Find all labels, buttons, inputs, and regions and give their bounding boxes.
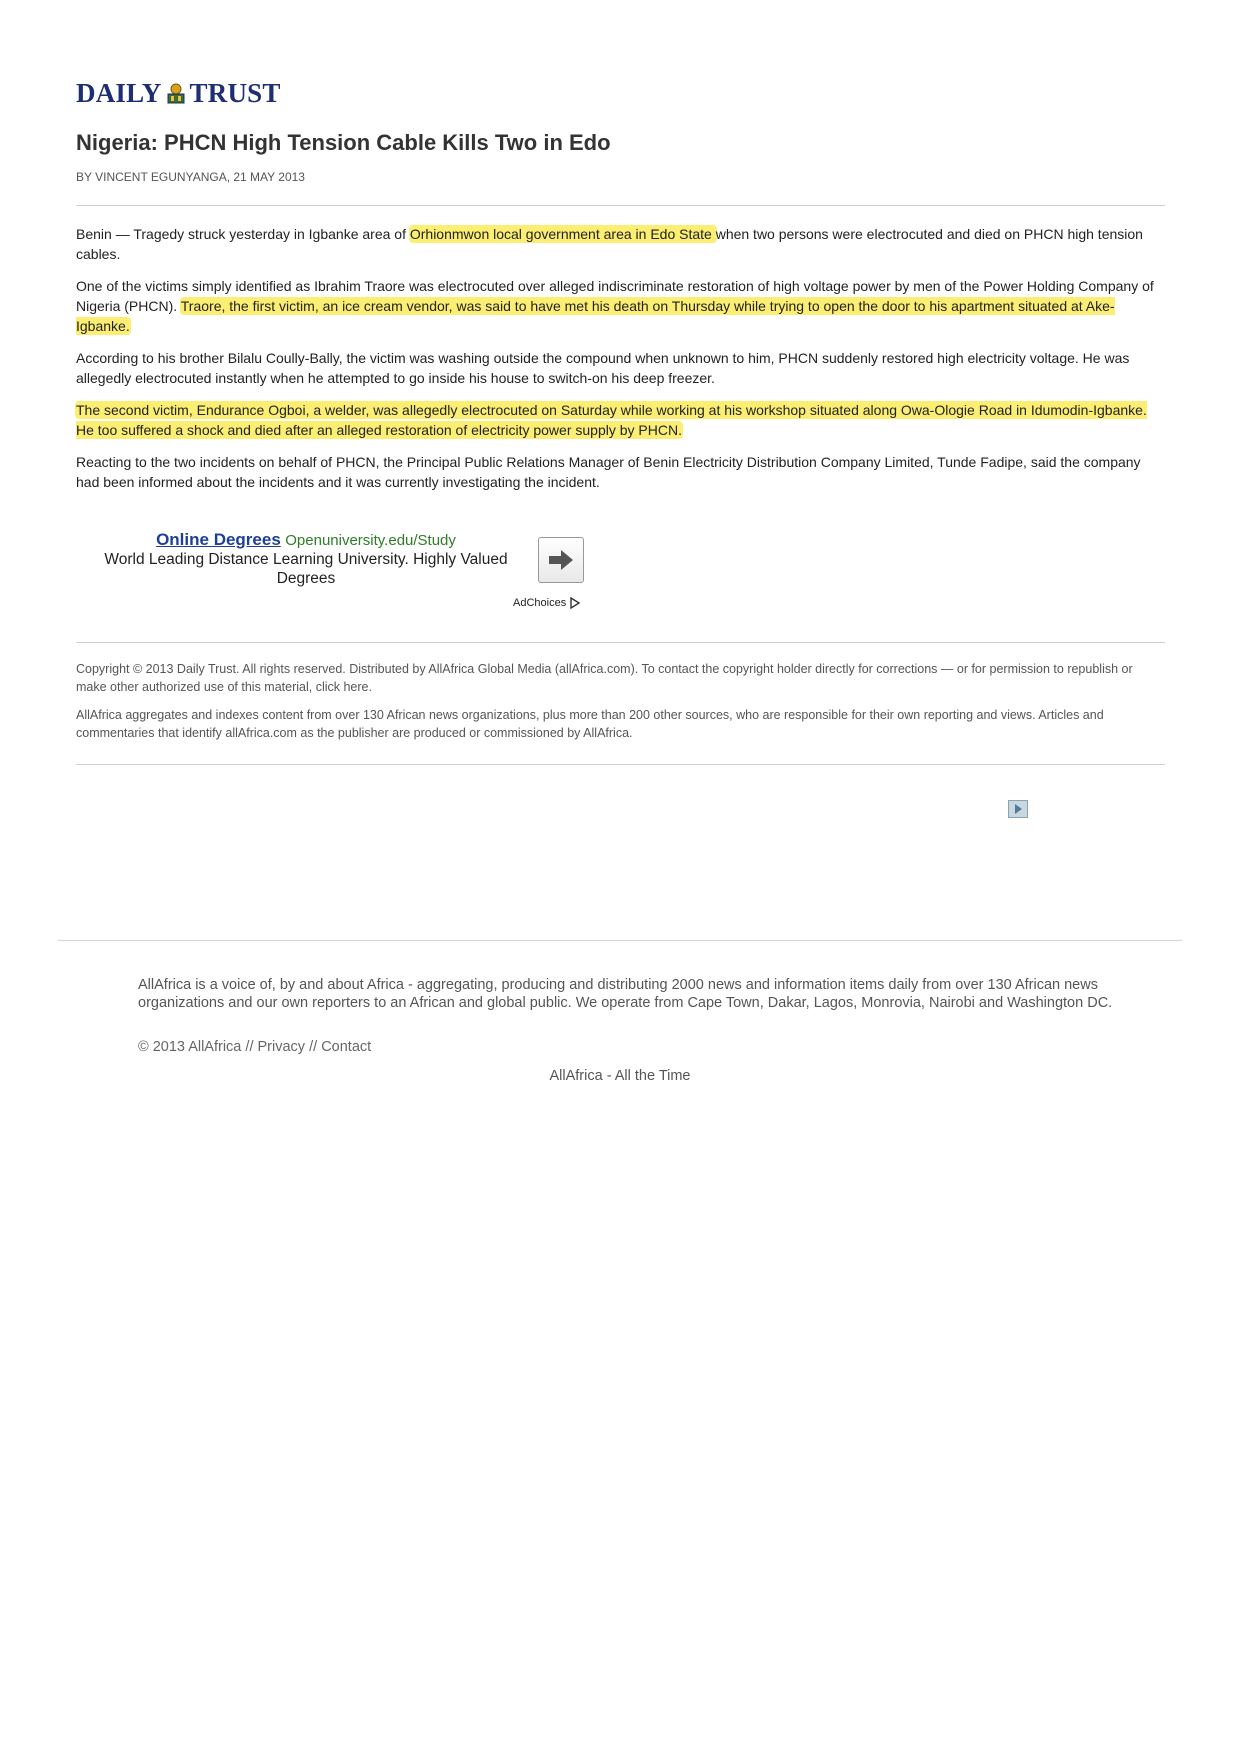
separator: // xyxy=(241,1039,258,1055)
article-body xyxy=(76,224,1165,504)
adchoices-icon xyxy=(569,597,581,609)
paragraph: Reacting to the two incidents on behalf of PHCN, the Principal Public Relations Manager of Benin Electricity Distribution Company Limited, Tunde Fadipe, said the company had been informed about the incidents and it was currently investigating the incident. xyxy=(76,454,1141,490)
adchoices-label: AdChoices xyxy=(513,597,567,609)
highlighted-text: Traore, the first victim, an ice cream vendor, was said to have met his death on Thursday while trying to open the door to his apartment situated at Ake-Igbanke. xyxy=(76,298,1115,334)
article-byline: BY VINCENT EGUNYANGA, 21 MAY 2013 xyxy=(76,170,305,184)
footer-links xyxy=(138,1038,1138,1056)
highlighted-text: Orhionmwon local government area in Edo State xyxy=(409,226,716,242)
paragraph xyxy=(76,224,1165,264)
logo-text-left: DAILY xyxy=(76,78,162,108)
separator: // xyxy=(305,1039,322,1055)
arrow-right-icon xyxy=(547,548,575,572)
aggregation-notice: AllAfrica aggregates and indexes content from over 130 African news organizations, plus more than 200 other sources, who are responsible for their own reporting and views. Articles and commentaries that identify allAfrica.com as the publisher are produced or commissioned by AllAfrica. xyxy=(76,708,1104,740)
logo-text-right: TRUST xyxy=(189,78,281,108)
highlighted-text: The second victim, Endurance Ogboi, a welder, was allegedly electrocuted on Saturday while working at his workshop situated along Owa-Ologie Road in Idumodin-Igbanke. He too suffered a shock and died after an alleged restoration of electricity power supply by PHCN. xyxy=(76,402,1147,438)
contact-link[interactable]: Contact xyxy=(321,1039,372,1055)
adchoices-link[interactable] xyxy=(513,597,581,609)
about-allafrica: AllAfrica is a voice of, by and about Africa - aggregating, producing and distributing 2000 news and information items daily from over 130 African news organizations and our own reporters to an African and global public. We operate from Cape Town, Dakar, Lagos, Monrovia, Nairobi and Washington DC. xyxy=(138,977,1113,1011)
ad-description: World Leading Distance Learning University. Highly Valued Degrees xyxy=(104,551,508,587)
paragraph-text: Benin — Tragedy struck yesterday in Igbanke area of xyxy=(76,226,410,242)
privacy-link[interactable]: Privacy xyxy=(257,1039,306,1055)
paragraph-text: when two persons were electrocuted and died on PHCN high tension cables. xyxy=(76,226,1143,262)
divider xyxy=(76,764,1165,765)
copyright-notice xyxy=(76,660,1166,752)
paragraph xyxy=(76,276,1165,336)
paragraph xyxy=(76,400,1165,440)
paragraph-text: One of the victims simply identified as Ibrahim Traore was electrocuted over alleged indiscriminate restoration of high voltage power by men of the Power Holding Company of Nigeria (PHCN). xyxy=(76,278,1154,314)
daily-trust-logo[interactable] xyxy=(76,78,281,109)
ad-badge-icon[interactable] xyxy=(1008,800,1028,818)
footer-copyright: © 2013 AllAfrica xyxy=(138,1039,242,1055)
ad-go-button[interactable] xyxy=(538,537,584,583)
logo-emblem-icon xyxy=(164,82,188,106)
site-footer xyxy=(138,976,1138,1056)
divider xyxy=(76,642,1165,643)
ad-text-block xyxy=(96,530,516,588)
divider xyxy=(76,205,1165,206)
footer-tagline: AllAfrica - All the Time xyxy=(549,1068,691,1084)
article-title: Nigeria: PHCN High Tension Cable Kills Two in Edo xyxy=(76,130,611,155)
copyright-text: Copyright © 2013 Daily Trust. All rights reserved. Distributed by AllAfrica Global Media (allAfrica.com). To contact the copyright holder directly for corrections — or for permission to republish or make other authorized use of this material, click here. xyxy=(76,662,1133,694)
text-ad xyxy=(96,530,596,630)
ad-url-link[interactable]: Openuniversity.edu/Study xyxy=(285,532,456,549)
ad-title-link[interactable]: Online Degrees xyxy=(156,530,281,549)
paragraph: According to his brother Bilalu Coully-Bally, the victim was washing outside the compound when unknown to him, PHCN suddenly restored high electricity voltage. He was allegedly electrocuted instantly when he attempted to go inside his house to switch-on his deep freezer. xyxy=(76,350,1130,386)
footer-divider xyxy=(58,940,1182,941)
